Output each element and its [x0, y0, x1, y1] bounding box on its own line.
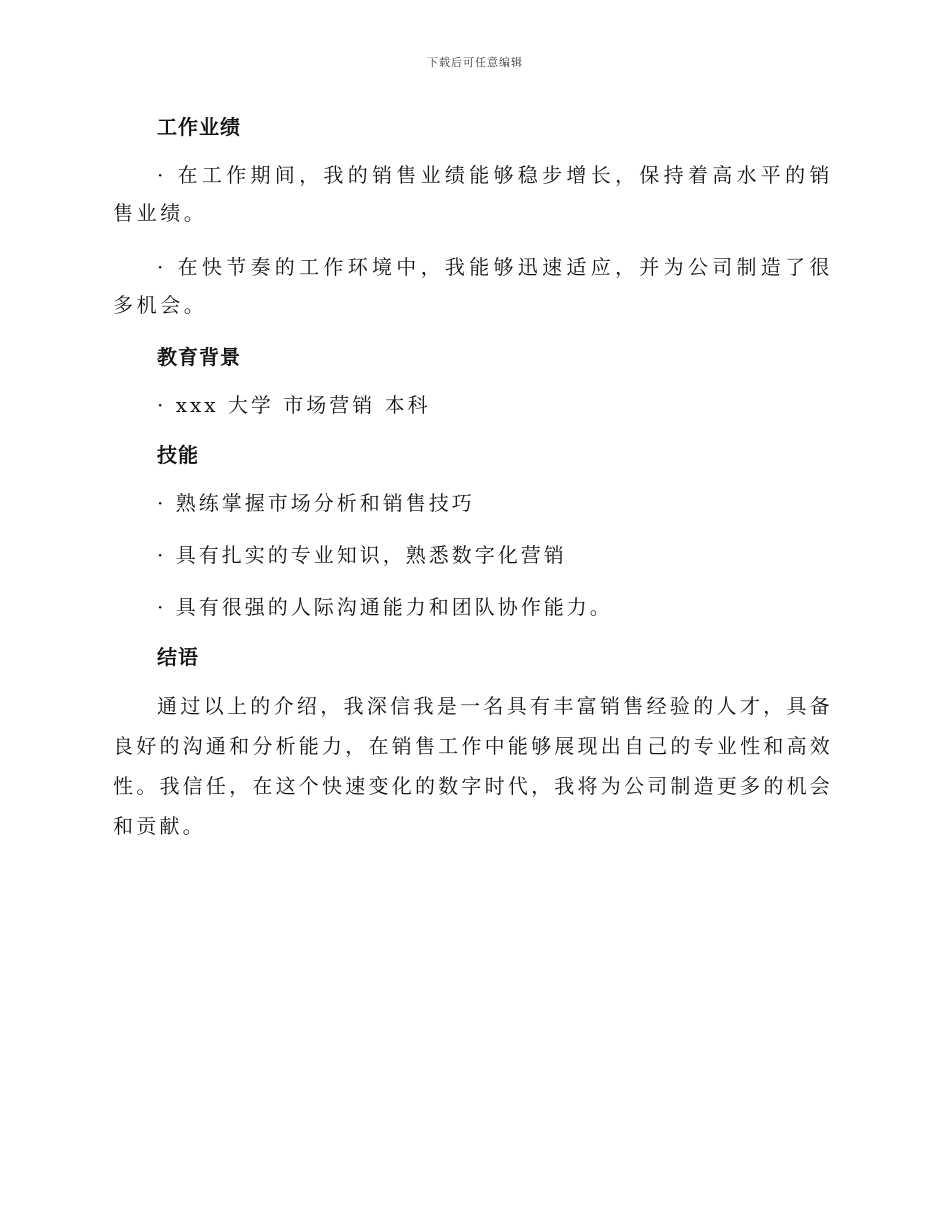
page-header-note: 下载后可任意编辑	[427, 56, 523, 69]
conclusion-paragraph: 通过以上的介绍，我深信我是一名具有丰富销售经验的人才，具备良好的沟通和分析能力，在销售工作中能够展现出自己的专业性和高效性。我信任，在这个快速变化的数字时代，我将为公司制造更多的机会和贡献。	[113, 694, 833, 838]
skills-item-3: · 具有很强的人际沟通能力和团队协作能力。	[157, 595, 613, 619]
document-body	[113, 110, 833, 846]
skills-item-1: · 熟练掌握市场分析和销售技巧	[157, 491, 475, 515]
section-heading-skills: 技能	[157, 443, 199, 467]
section-heading-work: 工作业绩	[157, 115, 241, 139]
work-item-2: · 在快节奏的工作环境中，我能够迅速适应，并为公司制造了很多机会。	[113, 255, 833, 317]
section-heading-education: 教育背景	[157, 345, 241, 369]
education-item-1: · xxx 大学 市场营销 本科	[157, 393, 431, 417]
work-item-1: · 在工作期间，我的销售业绩能够稳步增长，保持着高水平的销售业绩。	[113, 163, 833, 225]
section-heading-conclusion: 结语	[157, 645, 199, 669]
skills-item-2: · 具有扎实的专业知识，熟悉数字化营销	[157, 543, 567, 567]
